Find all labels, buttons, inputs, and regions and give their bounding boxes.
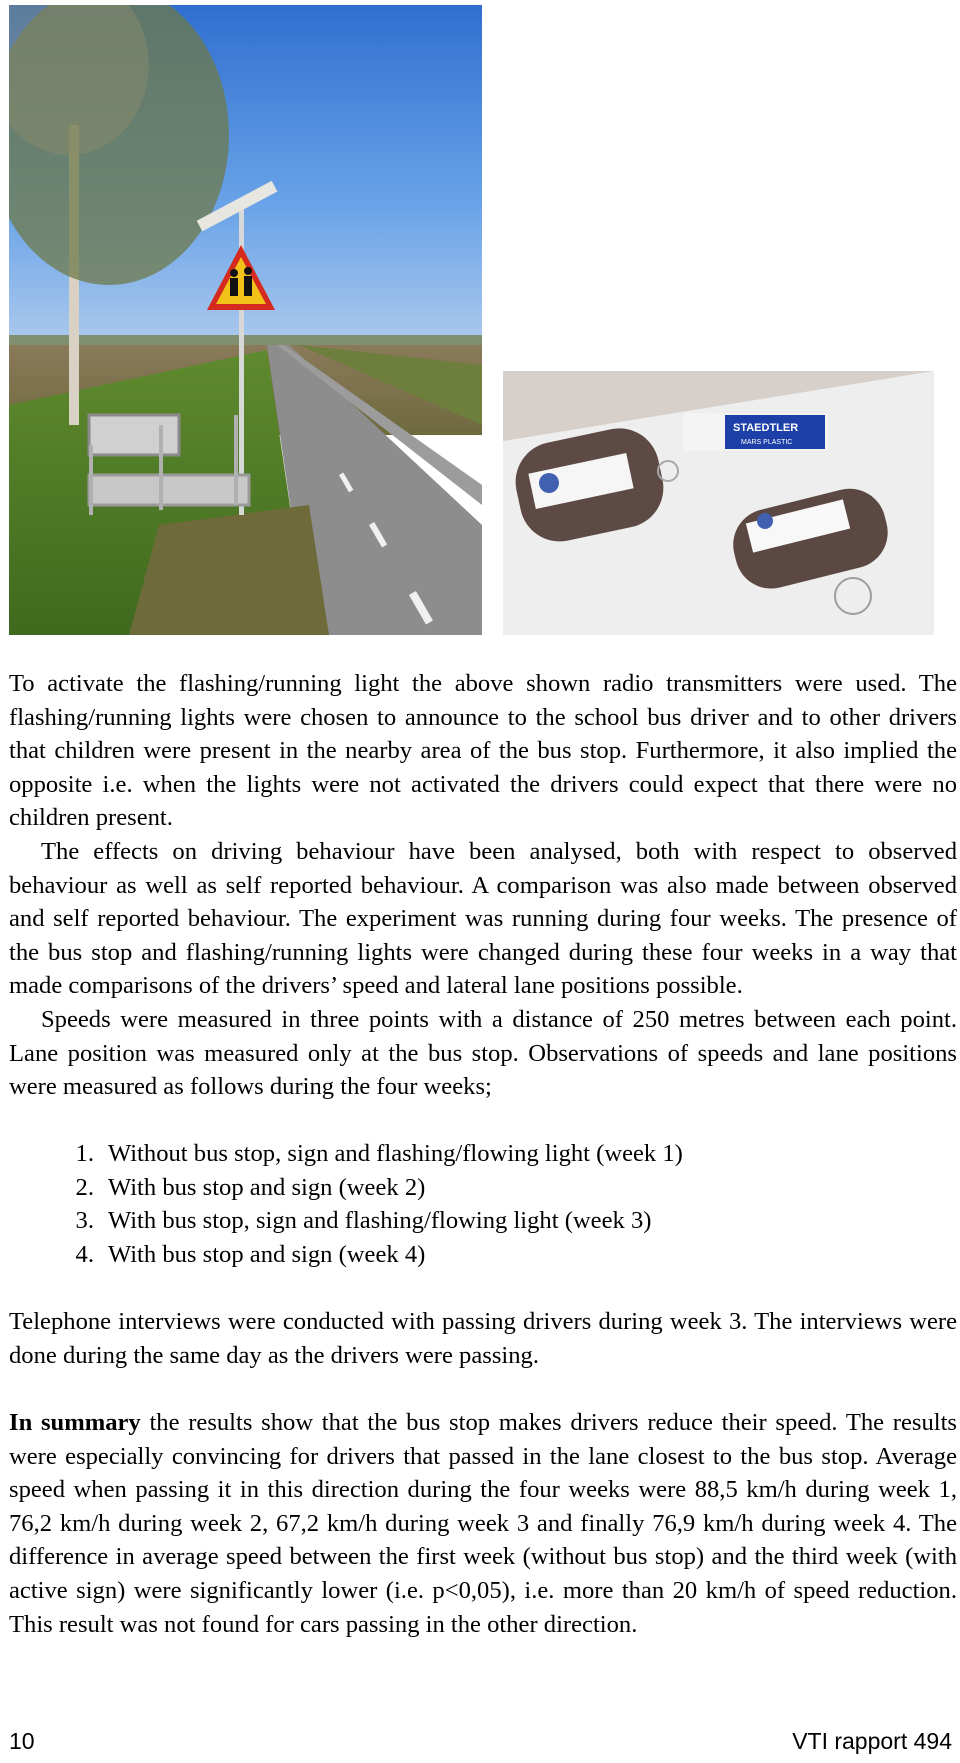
body-text [9,667,957,1104]
radio-transmitters-photo [503,371,934,635]
list-text: With bus stop, sign and flashing/flowing light (week 3) [108,1207,652,1235]
summary-lead: In summary [9,1409,141,1436]
report-id: VTI rapport 494 [792,1728,952,1754]
road-scene-illustration [9,5,482,635]
list-item [50,1204,683,1238]
list-number: 3. [75,1207,94,1235]
list-text: With bus stop and sign (week 2) [108,1173,426,1201]
paragraph-interviews: Telephone interviews were conducted with passing drivers during week 3. The interviews were done during the same day as the drivers were passing. [9,1308,957,1369]
staedtler-label: STAEDTLER [733,422,799,434]
key-fob-illustration [503,371,934,635]
list-item [50,1171,683,1205]
summary-block [9,1406,957,1641]
list-item [50,1137,683,1171]
interviews-block [9,1305,957,1372]
paragraph-activation: To activate the flashing/running light the above shown radio transmitters were used. The flashing/running lights were chosen to announce to the school bus driver and to other drivers that children were present in the nearby area of the bus stop. Furthermore, it also implied the opposite i.e. when the lights were not activated the drivers could expect that there were no children present. [9,670,957,832]
list-text: With bus stop and sign (week 4) [108,1240,426,1268]
page-number: 10 [9,1728,35,1754]
list-number: 4. [75,1240,94,1268]
paragraph-measurements: Speeds were measured in three points with a distance of 250 metres between each point. Lane position was measured only at the bus stop. Observations of speeds and lane positions were measured as follows during the four weeks; [9,1005,957,1101]
summary-text: the results show that the bus stop makes drivers reduce their speed. The results were especially convincing for drivers that passed in the lane closest to the bus stop. Average speed when passing it in this direction during the four weeks were 88,5 km/h during week 1, 76,2 km/h during week 2, 67,2 km/h during week 3 and finally 76,9 km/h during week 4. The difference in average speed between the first week (without bus stop) and the third week (with active sign) were significantly lower (i.e. p<0,05), i.e. more than 20 km/h of speed reduction. This result was not found for cars passing in the other direction. [9,1409,957,1638]
weeks-list [50,1137,683,1271]
list-number: 2. [75,1173,94,1201]
list-number: 1. [75,1140,94,1167]
staedtler-sublabel: MARS PLASTIC [741,439,793,446]
road-bus-stop-photo [9,5,482,635]
list-item [50,1238,683,1272]
paragraph-summary [9,1406,957,1641]
paragraph-effects: The effects on driving behaviour have been analysed, both with respect to observed behaviour as well as self reported behaviour. A comparison was also made between observed and self reported behaviour. The experiment was running during four weeks. The presence of the bus stop and flashing/running lights were changed during these four weeks in a way that made comparisons of the drivers’ speed and lateral lane positions possible. [9,837,957,1000]
list-text: Without bus stop, sign and flashing/flowing light (week 1) [108,1140,683,1167]
